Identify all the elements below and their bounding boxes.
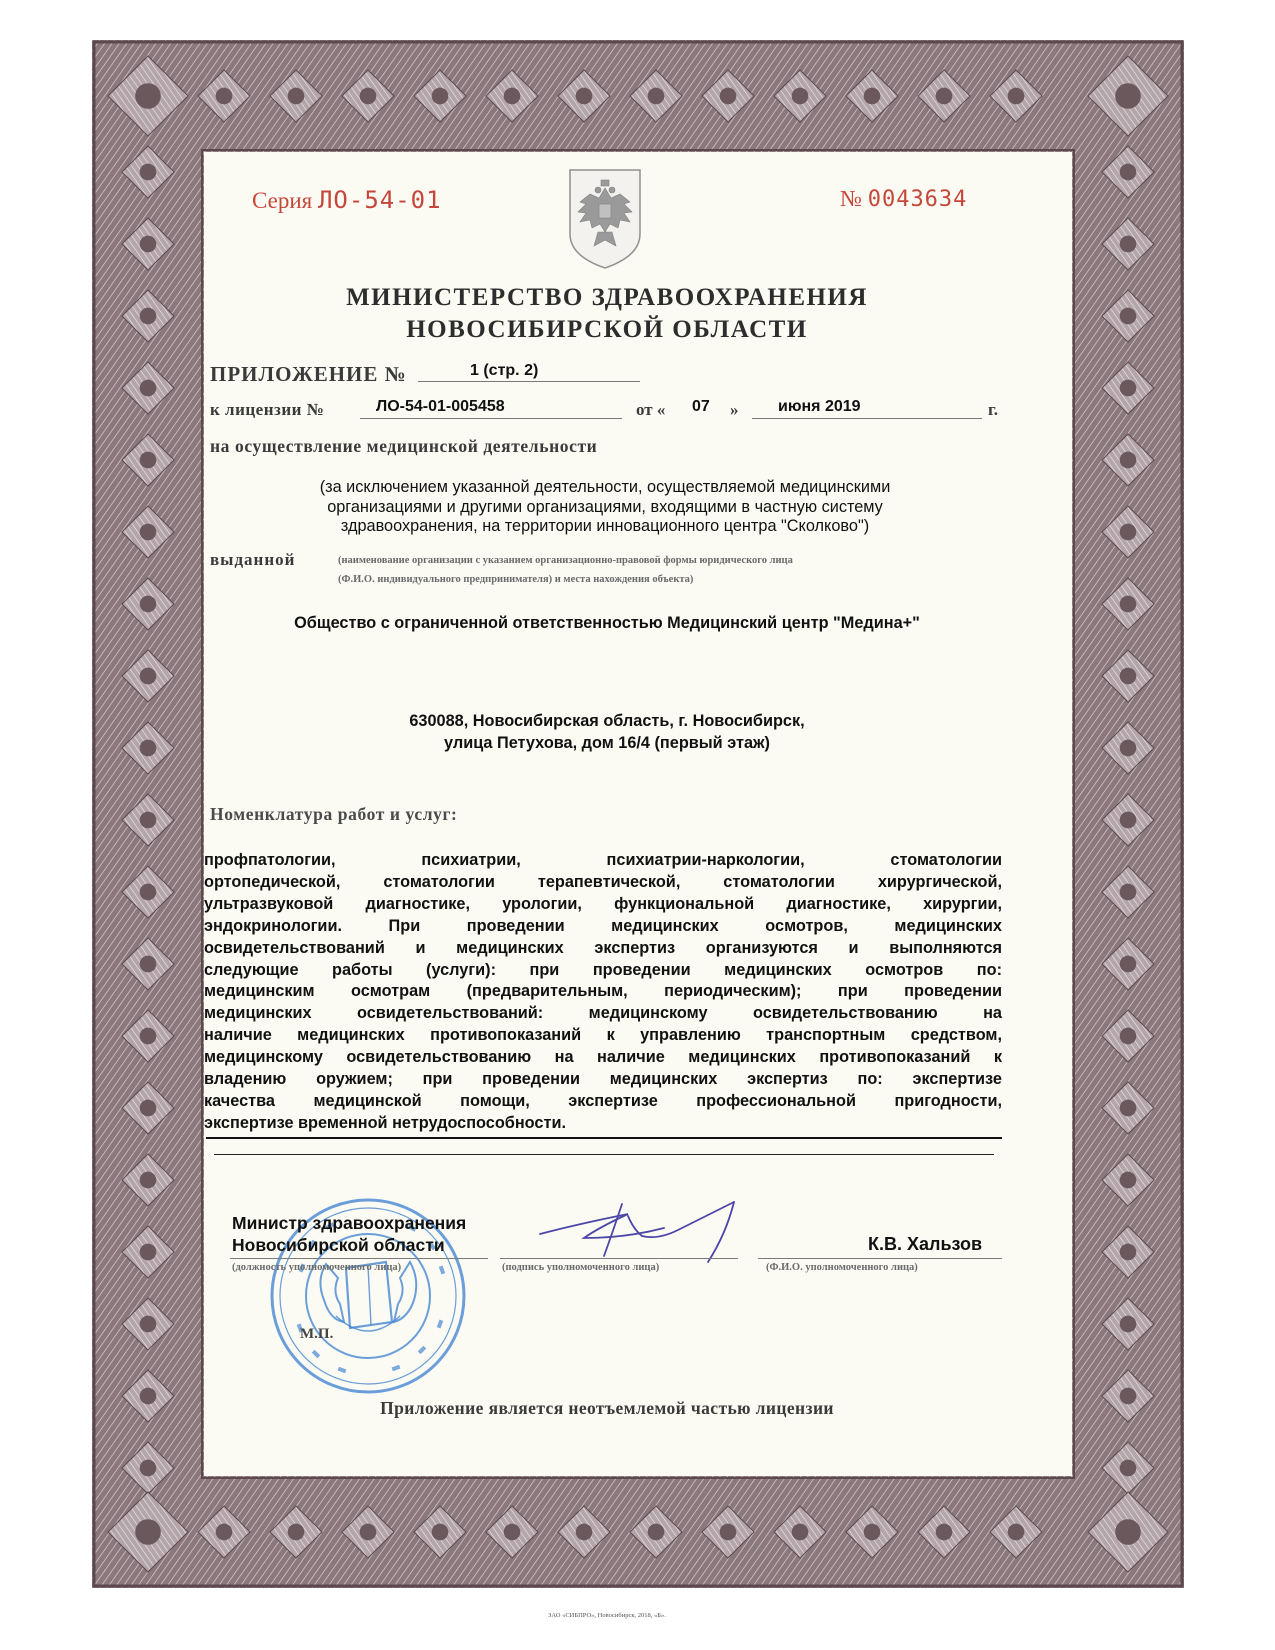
border-dot-motif (360, 88, 377, 105)
border-dot-motif (1120, 1172, 1137, 1189)
nomenclature-line: ультразвуковой диагностике, урологии, функциональной диагностике, хирургии, (204, 894, 1002, 913)
border-dot-motif (1120, 380, 1137, 397)
license-label: к лицензии № (210, 400, 325, 419)
border-dot-motif (1120, 596, 1137, 613)
license-month-year: июня 2019 (778, 398, 861, 415)
series (252, 186, 442, 214)
emblem (566, 168, 644, 270)
border-dot-motif (140, 524, 157, 541)
nomenclature-line: медицинскому освидетельствованию на наличие медицинских противопоказаний к (204, 1048, 1002, 1067)
signature-hint: (подпись уполномоченного лица) (502, 1262, 660, 1273)
border-dot-motif (1120, 236, 1137, 253)
license-year-suffix: г. (988, 400, 999, 419)
border-dot-motif (1120, 1388, 1137, 1405)
issued-hint-line1: (наименование организации с указанием организационно-правовой формы юридического лица (338, 555, 793, 566)
border-dot-motif (792, 88, 809, 105)
border-dot-motif (135, 1519, 161, 1545)
name-hint: (Ф.И.О. уполномоченного лица) (766, 1262, 918, 1273)
border-dot-motif (864, 88, 881, 105)
border-dot-motif (216, 88, 233, 105)
border-dot-motif (576, 1524, 593, 1541)
nomenclature-line: экспертизе временной нетрудоспособности. (204, 1113, 566, 1132)
border-dot-motif (720, 88, 737, 105)
border-dot-motif (648, 1524, 665, 1541)
border-dot-motif (140, 812, 157, 829)
address-line1: 630088, Новосибирская область, г. Новосибирск, (409, 712, 805, 730)
number-label: № (840, 186, 862, 211)
address-line2: улица Петухова, дом 16/4 (первый этаж) (444, 734, 770, 752)
border-dot-motif (140, 1244, 157, 1261)
issued-label: выданной (210, 550, 296, 569)
border-dot-motif (1120, 740, 1137, 757)
nomenclature-line: ортопедической, стоматологии терапевтической, стоматологии хирургической, (204, 872, 1002, 891)
nomenclature-line: медицинских освидетельствований: медицинскому освидетельствованию на (204, 1004, 1002, 1023)
border-dot-motif (936, 88, 953, 105)
border-dot-motif (140, 740, 157, 757)
nomenclature-line: следующие работы (услуги): при проведении медицинских осмотров по: (204, 960, 1002, 979)
activity-label: на осуществление медицинской деятельности (210, 436, 598, 456)
activity-exclusion-line: здравоохранения, на территории инновационного центра "Сколково") (340, 517, 870, 535)
signatory-position (232, 1212, 466, 1256)
border-dot-motif (216, 1524, 233, 1541)
border-dot-motif (140, 236, 157, 253)
border-dot-motif (1120, 1028, 1137, 1045)
position-underline (230, 1258, 488, 1259)
border-dot-motif (432, 88, 449, 105)
divider-line (206, 1137, 1002, 1139)
border-dot-motif (648, 88, 665, 105)
border-dot-motif (140, 668, 157, 685)
seal-place-mark: М.П. (300, 1326, 334, 1342)
border-dot-motif (1120, 812, 1137, 829)
organization-name: Общество с ограниченной ответственностью Медицинский центр "Медина+" (294, 614, 920, 632)
nomenclature-label: Номенклатура работ и услуг: (210, 804, 458, 824)
border-dot-motif (1120, 1244, 1137, 1261)
license-day: 07 (692, 398, 710, 415)
license-date-underline (752, 418, 982, 419)
ministry-title-line2: НОВОСИБИРСКОЙ ОБЛАСТИ (406, 316, 808, 343)
border-dot-motif (1120, 956, 1137, 973)
name-underline (758, 1258, 1002, 1259)
border-dot-motif (140, 1100, 157, 1117)
nomenclature-line: владению оружием; при проведении медицинских экспертиз по: экспертизе (204, 1070, 1002, 1089)
position-hint: (должность уполномоченного лица) (232, 1262, 402, 1273)
border-dot-motif (140, 1028, 157, 1045)
activity-exclusion-line: (за исключением указанной деятельности, осуществляемой медицинскими (319, 478, 891, 496)
border-dot-motif (1115, 1519, 1141, 1545)
printer-imprint: ЗАО «СИБПРО», Новосибирск, 2018, «Б». (548, 1612, 666, 1619)
license-from-label: от « (636, 400, 666, 419)
border-dot-motif (504, 1524, 521, 1541)
border-dot-motif (1120, 164, 1137, 181)
border-dot-motif (432, 1524, 449, 1541)
border-dot-motif (140, 452, 157, 469)
nomenclature-line: эндокринологии. При проведении медицинских осмотров, медицинских (204, 916, 1002, 935)
footer-note: Приложение является неотъемлемой частью лицензии (380, 1398, 834, 1418)
border-dot-motif (140, 596, 157, 613)
appendix-value: 1 (стр. 2) (470, 362, 539, 379)
document-number (840, 186, 967, 212)
license-number: ЛО-54-01-005458 (376, 398, 505, 415)
border-dot-motif (140, 1172, 157, 1189)
appendix-label: ПРИЛОЖЕНИЕ № (210, 362, 407, 386)
border-dot-motif (140, 956, 157, 973)
nomenclature-line: наличие медицинских противопоказаний к управлению транспортным средством, (204, 1026, 1002, 1045)
border-dot-motif (936, 1524, 953, 1541)
border-dot-motif (1120, 668, 1137, 685)
border-dot-motif (1120, 1460, 1137, 1477)
border-dot-motif (1120, 452, 1137, 469)
activity-exclusion (250, 478, 960, 537)
ministry-title-line1: МИНИСТЕРСТВО ЗДРАВООХРАНЕНИЯ (346, 284, 868, 311)
border-dot-motif (288, 1524, 305, 1541)
border-dot-motif (1008, 88, 1025, 105)
signatory-position-line1: Министр здравоохранения (232, 1213, 467, 1233)
border-dot-motif (1008, 1524, 1025, 1541)
border-dot-motif (140, 1460, 157, 1477)
signatory-position-line2: Новосибирской области (232, 1235, 445, 1255)
activity-exclusion-line: организациями и другими организациями, входящими в частную систему (327, 497, 883, 516)
border-dot-motif (140, 1316, 157, 1333)
border-dot-motif (1120, 884, 1137, 901)
border-dot-motif (140, 308, 157, 325)
border-dot-motif (140, 164, 157, 181)
signature-icon (538, 1194, 760, 1266)
border-dot-motif (1120, 524, 1137, 541)
border-dot-motif (140, 1388, 157, 1405)
border-dot-motif (360, 1524, 377, 1541)
border-dot-motif (864, 1524, 881, 1541)
nomenclature-line: медицинским осмотрам (предварительным, периодическим); при проведении (204, 982, 1002, 1001)
license-close-quote: » (730, 400, 739, 419)
appendix-underline (418, 381, 640, 382)
border-dot-motif (504, 88, 521, 105)
license-underline (360, 418, 622, 419)
border-dot-motif (1120, 1100, 1137, 1117)
emblem-icon (566, 168, 644, 270)
border-dot-motif (1115, 83, 1141, 109)
divider-line (214, 1154, 994, 1155)
issued-hint-line2: (Ф.И.О. индивидуального предпринимателя) и места нахождения объекта) (338, 574, 694, 585)
border-dot-motif (135, 83, 161, 109)
nomenclature-line: освидетельствований и медицинских экспертиз организуются и выполняются (204, 938, 1002, 957)
border-dot-motif (576, 88, 593, 105)
border-dot-motif (720, 1524, 737, 1541)
series-value: ЛО-54-01 (317, 186, 442, 214)
border-dot-motif (288, 88, 305, 105)
border-dot-motif (140, 380, 157, 397)
border-dot-motif (1120, 1316, 1137, 1333)
signature-underline (500, 1258, 738, 1259)
nomenclature-line: качества медицинской помощи, экспертизе профессиональной пригодности, (204, 1091, 1002, 1110)
handwritten-signature (538, 1194, 760, 1266)
border-dot-motif (1120, 308, 1137, 325)
signatory-name: К.В. Хальзов (868, 1234, 983, 1254)
series-label: Серия (252, 188, 313, 213)
nomenclature-text (204, 850, 1002, 1135)
border-dot-motif (140, 884, 157, 901)
nomenclature-line: профпатологии, психиатрии, психиатрии-наркологии, стоматологии (204, 851, 1002, 869)
border-dot-motif (792, 1524, 809, 1541)
number-value: 0043634 (867, 187, 968, 212)
